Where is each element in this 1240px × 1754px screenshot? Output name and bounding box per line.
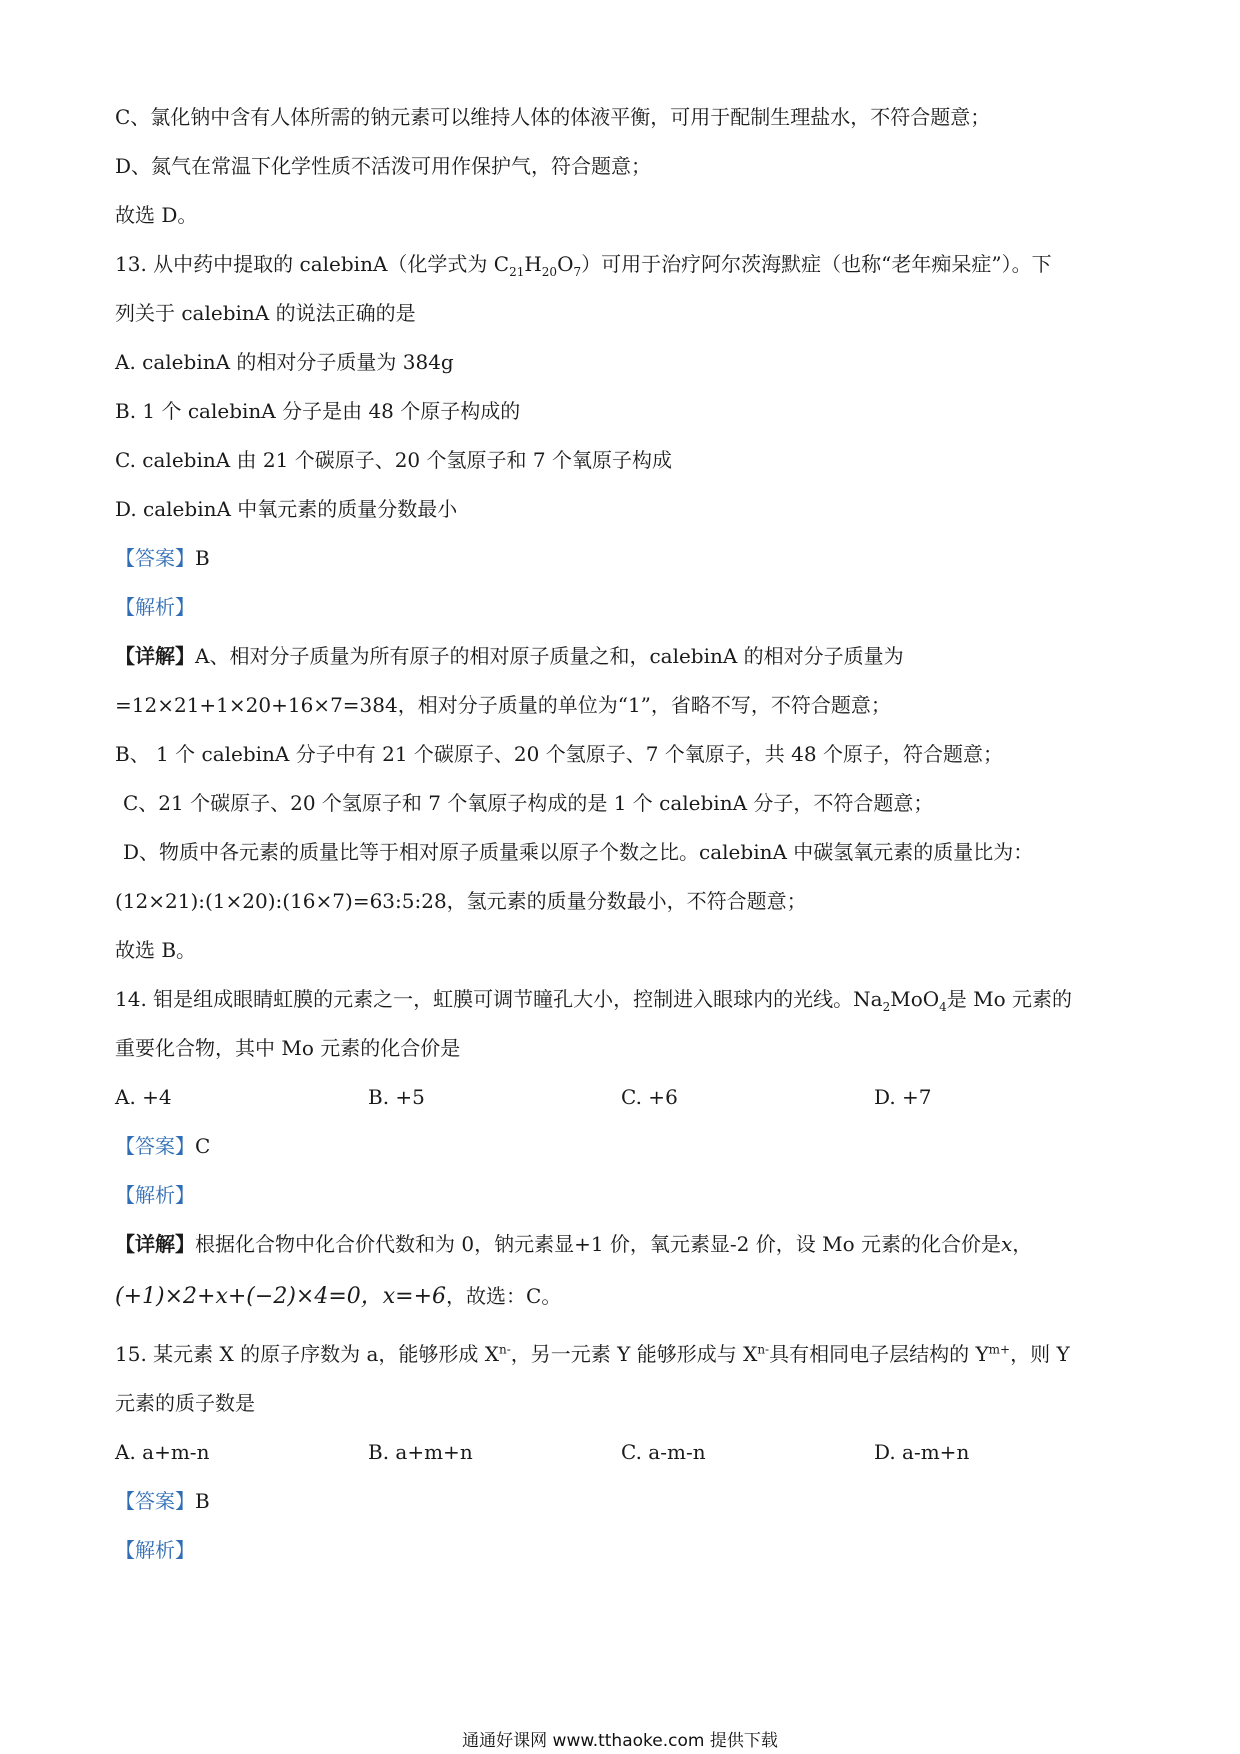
answer-tag: 【答案】 (115, 1489, 195, 1513)
option-c: C. a-m-n (621, 1440, 706, 1464)
text-line: C、氯化钠中含有人体所需的钠元素可以维持人体的体液平衡，可用于配制生理盐水，不符合题意； (115, 105, 991, 129)
text-line: 故选 D。 (115, 203, 198, 227)
analysis-tag-14: 【解析】 (115, 1183, 195, 1207)
detail-13-line-7: 故选 B。 (115, 938, 197, 962)
option-a: A. +4 (115, 1085, 172, 1109)
detail-13-line-3: B、 1 个 calebinA 分子中有 21 个碳原子、20 个氢原子、7 个氧原子，共 48 个原子，符合题意； (115, 742, 1003, 766)
question-14-stem: 14. 钼是组成眼睛虹膜的元素之一，虹膜可调节瞳孔大小，控制进入眼球内的光线。$Na_2MoO_4$是 Mo 元素的 (115, 987, 1073, 1014)
detail-14-equation: (+1)×2+x+(−2)×4=0，x=+6，故选：C。 (115, 1284, 562, 1309)
detail-13-line-5: D、物质中各元素的质量比等于相对原子质量乘以原子个数之比。calebinA 中碳氢氧元素的质量比为： (123, 840, 1034, 864)
question-13-stem-cont: 列关于 calebinA 的说法正确的是 (115, 301, 416, 325)
answer-13 (115, 544, 210, 572)
option-a: A. a+m-n (115, 1440, 210, 1464)
option-d: D. calebinA 中氧元素的质量分数最小 (115, 497, 458, 521)
analysis-tag-13: 【解析】 (115, 595, 195, 619)
question-15-stem: 15. 某元素 X 的原子序数为 a，能够形成 $X^{n-}$，另一元素 Y 能够形成与 $X^{n-}$具有相同电子层结构的 $Y^{m+}$，则 Y (115, 1342, 1070, 1366)
answer-tag: 【答案】 (115, 546, 195, 570)
question-14-stem-cont: 重要化合物，其中 Mo 元素的化合价是 (115, 1036, 461, 1060)
page-footer: 通通好课网 www.tthaoke.com 提供下载 (462, 1731, 778, 1751)
detail-13-line-2: =12×21+1×20+16×7=384，相对分子质量的单位为“1”，省略不写，不符合题意； (115, 693, 891, 717)
answer-value: B (195, 1489, 210, 1513)
option-c: C. calebinA 由 21 个碳原子、20 个氢原子和 7 个氧原子构成 (115, 448, 672, 472)
question-15-stem-cont: 元素的质子数是 (115, 1391, 255, 1415)
answer-value: C (195, 1134, 211, 1158)
option-b: B. +5 (368, 1085, 425, 1109)
detail-13-line-1: 【详解】A、相对分子质量为所有原子的相对原子质量之和，calebinA 的相对分子质量为 (115, 644, 904, 668)
analysis-tag-15: 【解析】 (115, 1538, 195, 1562)
answer-value: B (195, 546, 210, 570)
text-line: D、氮气在常温下化学性质不活泼可用作保护气，符合题意； (115, 154, 652, 178)
option-d: D. a-m+n (874, 1440, 970, 1464)
detail-14-line-1: 【详解】根据化合物中化合价代数和为 0，钠元素显+1 价，氧元素显-2 价，设 Mo 元素的化合价是x， (115, 1232, 1033, 1256)
option-b: B. a+m+n (368, 1440, 473, 1464)
option-b: B. 1 个 calebinA 分子是由 48 个原子构成的 (115, 399, 521, 423)
option-c: C. +6 (621, 1085, 678, 1109)
option-a: A. calebinA 的相对分子质量为 384g (115, 350, 454, 374)
answer-tag: 【答案】 (115, 1134, 195, 1158)
detail-13-line-6: (12×21):(1×20):(16×7)=63:5:28，氢元素的质量分数最小，不符合题意； (115, 889, 807, 913)
option-d: D. +7 (874, 1085, 932, 1109)
answer-14 (115, 1132, 210, 1160)
question-13-stem: 13. 从中药中提取的 calebinA（化学式为 $C_{21}H_{20}O_7$）可用于治疗阿尔茨海默症（也称“老年痴呆症”）。下 (115, 252, 1052, 279)
detail-13-line-4: C、21 个碳原子、20 个氢原子和 7 个氧原子构成的是 1 个 calebinA 分子，不符合题意； (123, 791, 934, 815)
answer-15 (115, 1487, 210, 1515)
